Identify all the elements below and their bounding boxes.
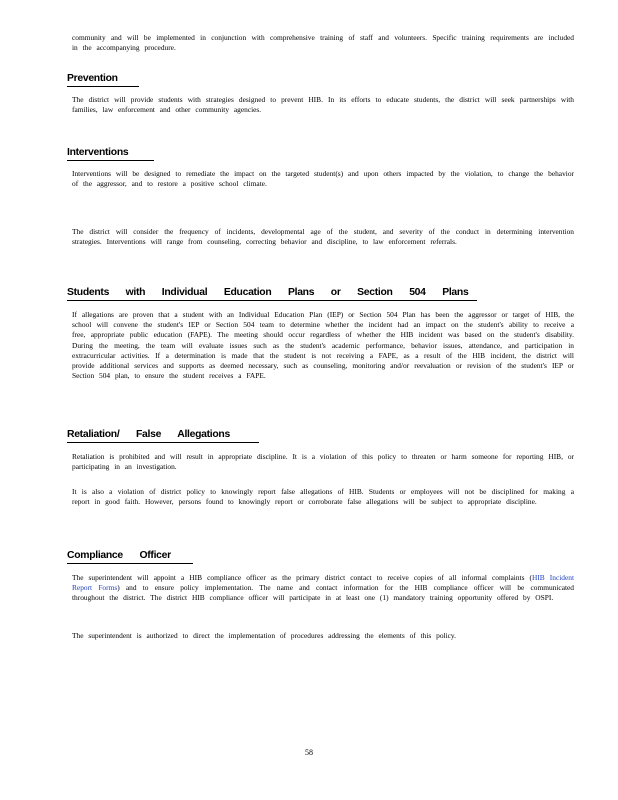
compliance-paragraph-1: [72, 573, 574, 604]
page-number: 58: [305, 748, 313, 757]
heading-iep-504: Students with Individual Education Plans or Section 504 Plans: [67, 287, 477, 301]
intro-paragraph: community and will be implemented in conjunction with comprehensive training of staff and volunteers. Specific training requirements are included in the accompanying procedure.: [72, 33, 574, 53]
prevention-paragraph: The district will provide students with strategies designed to prevent HIB. In its efforts to educate students, the district will seek partnerships with families, law enforcement and other community agencies.: [72, 95, 574, 115]
compliance-text-after-link: ) and to ensure policy implementation. The name and contact information for the HIB compliance officer will be communicated throughout the district. The district HIB compliance officer will participate in at least one (1) mandatory training opportunity offered by OSPI.: [72, 583, 575, 603]
retaliation-paragraph-2: It is also a violation of district policy to knowingly report false allegations of HIB. Students or employees will not be disciplined for making a report in good faith. However, persons found to knowingly report or corroborate false allegations will be subject to appropriate discipline.: [72, 487, 574, 507]
hib-incident-report-forms-link[interactable]: HIB Incident Report Forms: [72, 573, 574, 593]
heading-interventions: Interventions: [67, 147, 154, 161]
heading-compliance-officer: Compliance Officer: [67, 550, 193, 564]
interventions-paragraph-1: Interventions will be designed to remediate the impact on the targeted student(s) and upon others impacted by the violation, to change the behavior of the aggressor, and to restore a positive school climate.: [72, 169, 574, 189]
retaliation-paragraph-1: Retaliation is prohibited and will result in appropriate discipline. It is a violation of this policy to threaten or harm someone for reporting HIB, or participating in an investigation.: [72, 452, 574, 472]
compliance-paragraph-2: The superintendent is authorized to direct the implementation of procedures addressing the elements of this policy.: [72, 631, 456, 640]
iep-504-paragraph: If allegations are proven that a student with an Individual Education Plan (IEP) or Section 504 Plan has been the aggressor or target of HIB, the school will convene the student's IEP or Section 504 team to determine whether the incident had an impact on the student's ability to receive a free, appropriate public education (FAPE). The meeting should occur regardless of whether the HIB incident was based on the student's disability. During the meeting, the team will evaluate issues such as the student's academic performance, behavior issues, attendance, and participation in extracurricular activities. If a determination is made that the student is not receiving a FAPE, as a result of the HIB incident, the district will provide additional services and supports as deemed necessary, such as counseling, monitoring and/or reevaluation or revision of the student's IEP or Section 504 plan, to ensure the student receives a FAPE.: [72, 310, 574, 381]
compliance-text-before-link: The superintendent will appoint a HIB compliance officer as the primary district contact to receive copies of all informal complaints (: [72, 573, 532, 582]
heading-retaliation: Retaliation/ False Allegations: [67, 429, 259, 443]
heading-prevention: Prevention: [67, 73, 139, 87]
interventions-paragraph-2: The district will consider the frequency of incidents, developmental age of the student, and severity of the conduct in determining intervention strategies. Interventions will range from counseling, correcting behavior and discipline, to law enforcement referrals.: [72, 227, 574, 247]
